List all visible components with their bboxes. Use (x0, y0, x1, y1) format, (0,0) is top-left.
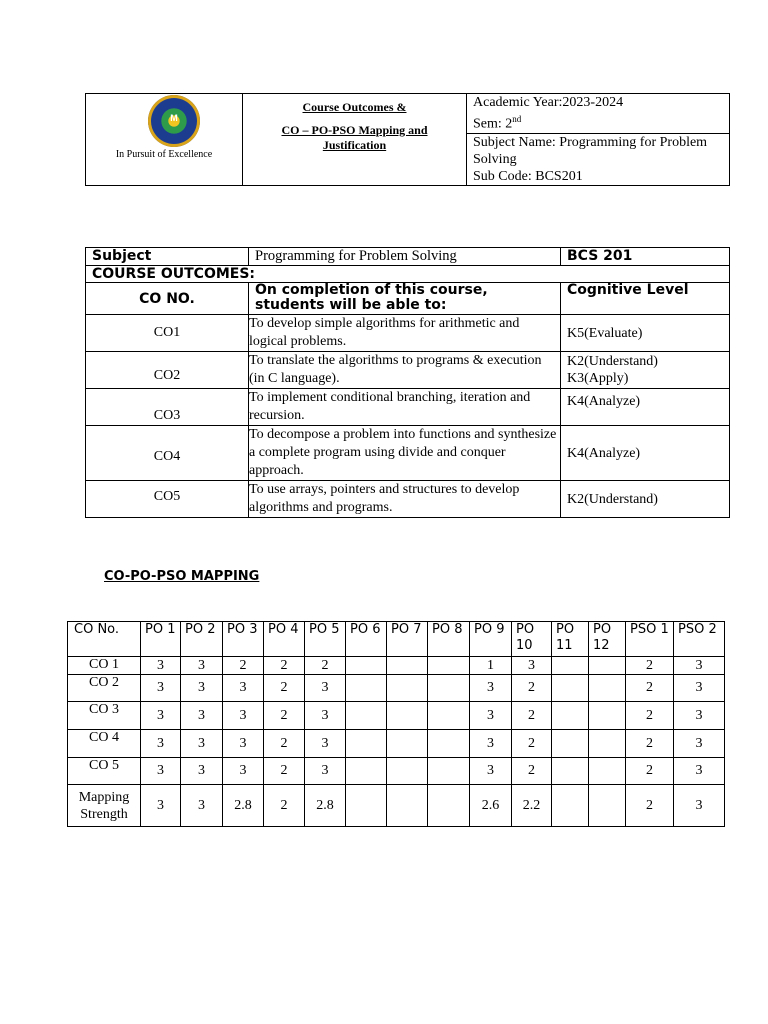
mapping-cell (387, 657, 428, 675)
logo-tagline: In Pursuit of Excellence (115, 149, 213, 160)
mapping-cell: 3 (674, 785, 725, 827)
subject-code: Sub Code: BCS201 (473, 168, 583, 184)
mapping-cell (552, 785, 589, 827)
semester-label: Sem: 2 (473, 116, 513, 132)
mapping-row (68, 730, 725, 758)
mapping-cell: 3 (305, 758, 346, 785)
outcome-row (86, 352, 730, 389)
college-logo (148, 95, 200, 147)
mapping-row (68, 785, 725, 827)
mapping-cell: 2 (626, 702, 674, 730)
mapping-cell: 3 (181, 675, 223, 702)
outcome-level-text: K2(Understand) K3(Apply) (567, 354, 658, 386)
outcome-row (86, 315, 730, 352)
mapping-cell (428, 657, 470, 675)
title-line-1: Course Outcomes & (302, 100, 407, 114)
mapping-cell: 3 (305, 675, 346, 702)
mapping-cell (346, 758, 387, 785)
outcome-level: K4(Analyze) (561, 426, 730, 481)
subject-label: Subject (86, 248, 249, 266)
mapping-cell: 3 (181, 785, 223, 827)
mapping-cell: 2.2 (512, 785, 552, 827)
mapping-cell: 3 (223, 702, 264, 730)
title-line-3: Justification (322, 138, 387, 152)
mapping-cell: 3 (470, 702, 512, 730)
mapping-cell (428, 730, 470, 758)
mapping-cell: 2 (264, 657, 305, 675)
mapping-cell: 3 (181, 702, 223, 730)
mapping-cell (552, 758, 589, 785)
mapping-cell (346, 657, 387, 675)
mapping-header-cell: PO 5 (305, 622, 346, 657)
mapping-heading: CO-PO-PSO MAPPING (104, 569, 260, 584)
col-header-level: Cognitive Level (561, 283, 730, 315)
mapping-cell: 3 (141, 730, 181, 758)
outcome-text: To use arrays, pointers and structures to develop algorithms and programs. (249, 481, 561, 518)
mapping-cell: 3 (181, 730, 223, 758)
mapping-header-cell: PO 1 (141, 622, 181, 657)
outcome-id: CO3 (86, 389, 249, 426)
mapping-cell: 3 (141, 702, 181, 730)
outcome-row (86, 389, 730, 426)
mapping-cell: 3 (674, 657, 725, 675)
outcome-text: To decompose a problem into functions and synthesize a complete program using divide and conquer approach. (249, 426, 561, 481)
col-header-statement: On completion of this course, students will be able to: (249, 283, 561, 315)
mapping-cell: 3 (141, 675, 181, 702)
mapping-cell: 2 (223, 657, 264, 675)
mapping-cell: 3 (674, 702, 725, 730)
logo-monogram: M (170, 113, 178, 123)
mapping-row-label: CO 4 (68, 730, 141, 758)
mapping-cell: 3 (674, 758, 725, 785)
mapping-header-cell: PO 6 (346, 622, 387, 657)
mapping-cell (589, 657, 626, 675)
mapping-cell: 2 (626, 657, 674, 675)
mapping-cell (552, 730, 589, 758)
mapping-cell (387, 675, 428, 702)
mapping-cell (589, 730, 626, 758)
outcome-row (86, 481, 730, 518)
mapping-row-label: CO 1 (68, 657, 141, 675)
outcome-id: CO2 (86, 352, 249, 389)
outcome-text: To develop simple algorithms for arithmetic and logical problems. (249, 315, 561, 352)
mapping-cell: 2 (264, 758, 305, 785)
title-line-2 (243, 123, 466, 153)
outcome-row (86, 426, 730, 481)
subject-info (467, 133, 730, 185)
logo-cell (86, 94, 243, 186)
mapping-cell (346, 730, 387, 758)
mapping-cell (589, 702, 626, 730)
mapping-cell (589, 758, 626, 785)
mapping-cell (428, 785, 470, 827)
mapping-cell: 3 (223, 675, 264, 702)
mapping-row-label: CO 3 (68, 702, 141, 730)
mapping-row-label: CO 5 (68, 758, 141, 785)
outcome-level: K5(Evaluate) (561, 315, 730, 352)
mapping-cell: 3 (223, 758, 264, 785)
mapping-cell: 2 (264, 785, 305, 827)
mapping-cell: 3 (470, 730, 512, 758)
mapping-header-cell: PO 12 (589, 622, 626, 657)
mapping-header-cell: PO 9 (470, 622, 512, 657)
mapping-cell: 2.8 (305, 785, 346, 827)
mapping-cell: 1 (470, 657, 512, 675)
mapping-cell: 2 (512, 758, 552, 785)
mapping-cell (589, 785, 626, 827)
mapping-cell: 2 (305, 657, 346, 675)
mapping-cell: 2 (512, 730, 552, 758)
mapping-header-cell: PO 11 (552, 622, 589, 657)
mapping-cell: 3 (141, 657, 181, 675)
mapping-row (68, 758, 725, 785)
mapping-row-label: Mapping Strength (68, 785, 141, 827)
mapping-cell: 2 (626, 758, 674, 785)
mapping-cell: 2 (512, 675, 552, 702)
mapping-cell: 2 (264, 730, 305, 758)
course-outcomes-table (85, 247, 730, 518)
mapping-cell: 3 (141, 758, 181, 785)
outcome-level: K2(Understand) (561, 481, 730, 518)
academic-year: Academic Year:2023-2024 (473, 95, 624, 110)
mapping-row (68, 675, 725, 702)
section-label: COURSE OUTCOMES: (86, 266, 730, 283)
outcome-level: K4(Analyze) (561, 389, 730, 426)
title-line-2-prefix: CO – (281, 123, 312, 137)
mapping-cell (428, 702, 470, 730)
mapping-cell (552, 657, 589, 675)
co-po-pso-mapping-table (67, 621, 725, 827)
academic-info (467, 94, 730, 134)
mapping-row (68, 702, 725, 730)
mapping-cell: 3 (305, 730, 346, 758)
document-header (85, 93, 730, 186)
mapping-cell: 3 (470, 675, 512, 702)
mapping-cell (346, 702, 387, 730)
mapping-cell: 2 (626, 785, 674, 827)
mapping-header-cell: PO 8 (428, 622, 470, 657)
mapping-header-cell: PO 10 (512, 622, 552, 657)
mapping-header-cell: PO 4 (264, 622, 305, 657)
outcome-id: CO1 (86, 315, 249, 352)
mapping-cell: 2.8 (223, 785, 264, 827)
mapping-row (68, 657, 725, 675)
mapping-cell: 3 (181, 758, 223, 785)
mapping-cell: 3 (512, 657, 552, 675)
mapping-cell: 3 (223, 730, 264, 758)
title-line-2-rest: PO-PSO Mapping and (311, 123, 428, 137)
outcome-text: To translate the algorithms to programs & execution (in C language). (249, 352, 561, 389)
mapping-cell: 3 (181, 657, 223, 675)
mapping-header-cell: PO 2 (181, 622, 223, 657)
mapping-cell (428, 758, 470, 785)
mapping-cell: 3 (674, 730, 725, 758)
mapping-cell: 3 (305, 702, 346, 730)
mapping-header-cell: PSO 1 (626, 622, 674, 657)
mapping-cell: 2 (626, 730, 674, 758)
subject-value: Programming for Problem Solving (249, 248, 561, 266)
mapping-cell: 2 (512, 702, 552, 730)
mapping-cell: 2 (264, 702, 305, 730)
mapping-cell (387, 730, 428, 758)
mapping-cell: 2 (264, 675, 305, 702)
semester-sup: nd (512, 114, 522, 124)
subject-code: BCS 201 (561, 248, 730, 266)
mapping-header-cell: PO 7 (387, 622, 428, 657)
mapping-cell (387, 702, 428, 730)
outcome-id: CO5 (86, 481, 249, 518)
mapping-cell (428, 675, 470, 702)
mapping-cell (552, 675, 589, 702)
mapping-row-label: CO 2 (68, 675, 141, 702)
mapping-cell: 3 (674, 675, 725, 702)
mapping-cell (552, 702, 589, 730)
mapping-cell (387, 785, 428, 827)
outcome-level (561, 352, 730, 389)
semester (473, 111, 729, 133)
mapping-cell (346, 675, 387, 702)
subject-name: Subject Name: Programming for Problem Solving (473, 134, 708, 167)
mapping-header-cell: CO No. (68, 622, 141, 657)
mapping-header-row (68, 622, 725, 657)
mapping-cell: 2.6 (470, 785, 512, 827)
mapping-cell: 3 (141, 785, 181, 827)
mapping-cell: 2 (626, 675, 674, 702)
mapping-cell: 3 (470, 758, 512, 785)
outcome-text: To implement conditional branching, iteration and recursion. (249, 389, 561, 426)
outcome-id: CO4 (86, 426, 249, 481)
mapping-header-cell: PSO 2 (674, 622, 725, 657)
col-header-co-no: CO NO. (86, 283, 249, 315)
document-title (243, 94, 467, 186)
mapping-header-cell: PO 3 (223, 622, 264, 657)
mapping-cell (387, 758, 428, 785)
mapping-cell (346, 785, 387, 827)
mapping-cell (589, 675, 626, 702)
